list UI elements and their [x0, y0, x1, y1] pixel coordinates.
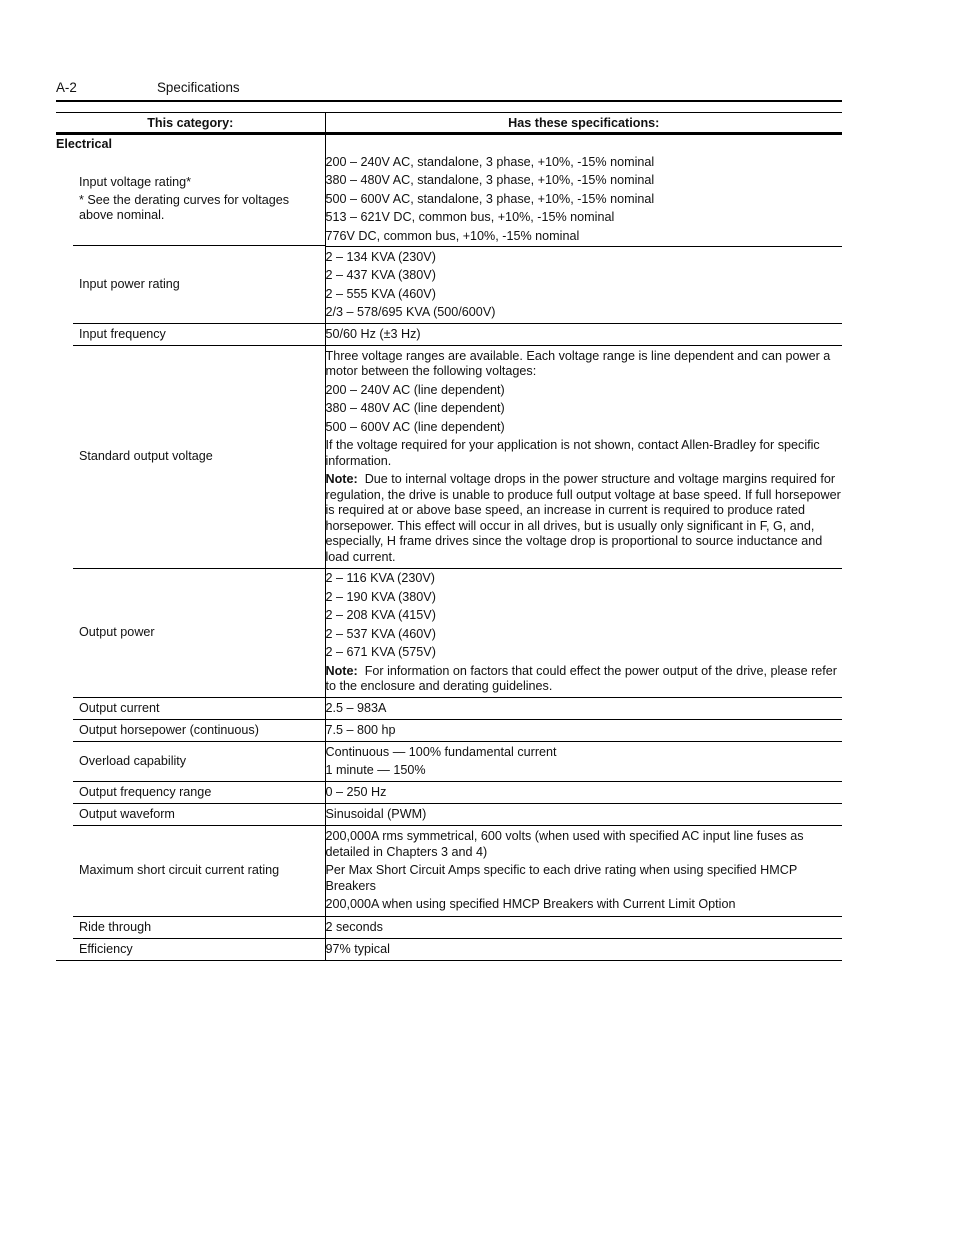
spec-cell: [325, 826, 842, 917]
category-cell: [56, 804, 325, 826]
table-row: [56, 346, 842, 569]
page-number: A-2: [56, 80, 77, 95]
specifications-table: [56, 112, 842, 961]
category-label: Output frequency range: [79, 784, 212, 799]
category-cell: [56, 247, 325, 324]
spec-note: [326, 664, 843, 695]
category-cell: [56, 346, 325, 569]
spec-cell: [325, 804, 842, 826]
category-label: Input power rating: [79, 277, 180, 291]
spec-cell: [325, 346, 842, 569]
table-row: [56, 826, 842, 917]
spec-value: 380 – 480V AC (line dependent): [325, 401, 505, 416]
table-row: [56, 742, 842, 782]
spec-value: 200 – 240V AC (line dependent): [325, 382, 505, 397]
spec-value: 50/60 Hz (±3 Hz): [325, 326, 421, 341]
table-row: [56, 804, 842, 826]
spec-value: Per Max Short Circuit Amps specific to each drive rating when using specified HMCP Breakers: [325, 863, 798, 893]
section-heading: Electrical: [56, 134, 325, 154]
spec-cell: [325, 247, 842, 324]
spec-value: 7.5 – 800 hp: [325, 722, 396, 737]
category-label: Overload capability: [79, 753, 187, 768]
category-label: Output current: [79, 700, 160, 715]
table-row: [56, 698, 842, 720]
spec-value: 513 – 621V DC, common bus, +10%, -15% nominal: [325, 210, 615, 225]
column-header-category: This category:: [56, 113, 325, 134]
spec-value: 380 – 480V AC, standalone, 3 phase, +10%, -15% nominal: [325, 173, 655, 188]
spec-value: Three voltage ranges are available. Each voltage range is line dependent and can power a motor between the following voltages:: [325, 348, 831, 379]
table-row: [56, 324, 842, 346]
spec-value: 2 – 537 KVA (460V): [325, 626, 436, 641]
section-title: Specifications: [157, 80, 240, 95]
category-cell: [56, 939, 325, 961]
spec-cell: [325, 698, 842, 720]
table-row: [56, 247, 842, 324]
table-row: [56, 569, 842, 698]
table-row: [56, 782, 842, 804]
spec-value: Continuous — 100% fundamental current: [325, 744, 557, 759]
category-cell: [56, 742, 325, 782]
spec-cell: [325, 917, 842, 939]
category-cell: [56, 324, 325, 346]
category-label: Input voltage rating*: [79, 175, 192, 190]
spec-note: [326, 472, 843, 565]
spec-value: 2 – 116 KVA (230V): [325, 571, 435, 586]
spec-cell: [325, 569, 842, 698]
spec-cell: [325, 153, 842, 247]
spec-value: 2 – 208 KVA (415V): [325, 608, 436, 623]
category-label: Output horsepower (continuous): [79, 722, 259, 737]
spec-value: 97% typical: [325, 941, 390, 956]
category-label: Efficiency: [79, 941, 133, 956]
category-cell: [56, 569, 325, 698]
spec-cell: [325, 742, 842, 782]
category-label: Input frequency: [79, 326, 166, 341]
spec-value: 200 – 240V AC, standalone, 3 phase, +10%, -15% nominal: [325, 154, 655, 169]
spec-value: 2 – 190 KVA (380V): [325, 589, 436, 604]
spec-value: Sinusoidal (PWM): [325, 806, 427, 821]
category-cell: [56, 698, 325, 720]
spec-value: 2 – 671 KVA (575V): [325, 645, 436, 660]
spec-cell: [325, 782, 842, 804]
category-label: Ride through: [79, 919, 152, 934]
spec-value: 200,000A rms symmetrical, 600 volts (when used with specified AC input line fuses as detailed in Chapters 3 and 4): [325, 829, 804, 859]
table-row: [56, 917, 842, 939]
spec-value: 500 – 600V AC, standalone, 3 phase, +10%, -15% nominal: [325, 191, 655, 206]
spec-value: 2 seconds: [325, 919, 383, 934]
category-label: Standard output voltage: [79, 449, 213, 463]
spec-value: 2 – 134 KVA (230V): [325, 249, 436, 264]
spec-value: 0 – 250 Hz: [325, 784, 387, 799]
spec-value: 500 – 600V AC (line dependent): [325, 419, 505, 434]
column-header-specs: Has these specifications:: [325, 113, 842, 134]
spec-cell: [325, 720, 842, 742]
table-header-row: [56, 113, 842, 134]
category-cell: [56, 826, 325, 917]
table-row: [56, 720, 842, 742]
page-header: [56, 80, 842, 102]
note-label: Note:: [325, 663, 358, 678]
category-cell: [56, 917, 325, 939]
spec-value: 1 minute — 150%: [325, 763, 426, 777]
spec-value: If the voltage required for your application is not shown, contact Allen-Bradley for specific information.: [325, 438, 820, 468]
category-note: * See the derating curves for voltages above nominal.: [79, 193, 290, 223]
spec-value: 200,000A when using specified HMCP Breakers with Current Limit Option: [325, 897, 736, 912]
note-label: Note:: [325, 472, 358, 487]
section-row: [56, 134, 842, 154]
spec-cell: [325, 324, 842, 346]
spec-value: 2 – 437 KVA (380V): [325, 268, 436, 282]
note-text: For information on factors that could effect the power output of the drive, please refer to the enclosure and derating guidelines.: [325, 663, 837, 694]
note-text: Due to internal voltage drops in the power structure and voltage margins required for regulation, the drive is unable to produce full output voltage at base speed. If full horsepower is required at or above base speed, an increase in current is required to produce rated horsepower. This effect will occur in all drives, but is usually only significant in F, G, and, especially, H frame drives since the voltage drop is proportional to source inductance and load current.: [325, 472, 841, 564]
table-row: [56, 153, 842, 247]
table-row: [56, 939, 842, 961]
category-label: Maximum short circuit current rating: [79, 863, 280, 877]
category-cell: [56, 782, 325, 804]
category-cell: [56, 153, 325, 247]
spec-value: 2.5 – 983A: [325, 700, 387, 715]
category-label: Output waveform: [79, 806, 175, 821]
spec-cell: [325, 939, 842, 961]
spec-value: 2/3 – 578/695 KVA (500/600V): [325, 305, 496, 319]
category-cell: [56, 720, 325, 742]
spec-value: 2 – 555 KVA (460V): [325, 286, 436, 301]
spec-value: 776V DC, common bus, +10%, -15% nominal: [325, 228, 580, 243]
category-label: Output power: [79, 625, 155, 639]
